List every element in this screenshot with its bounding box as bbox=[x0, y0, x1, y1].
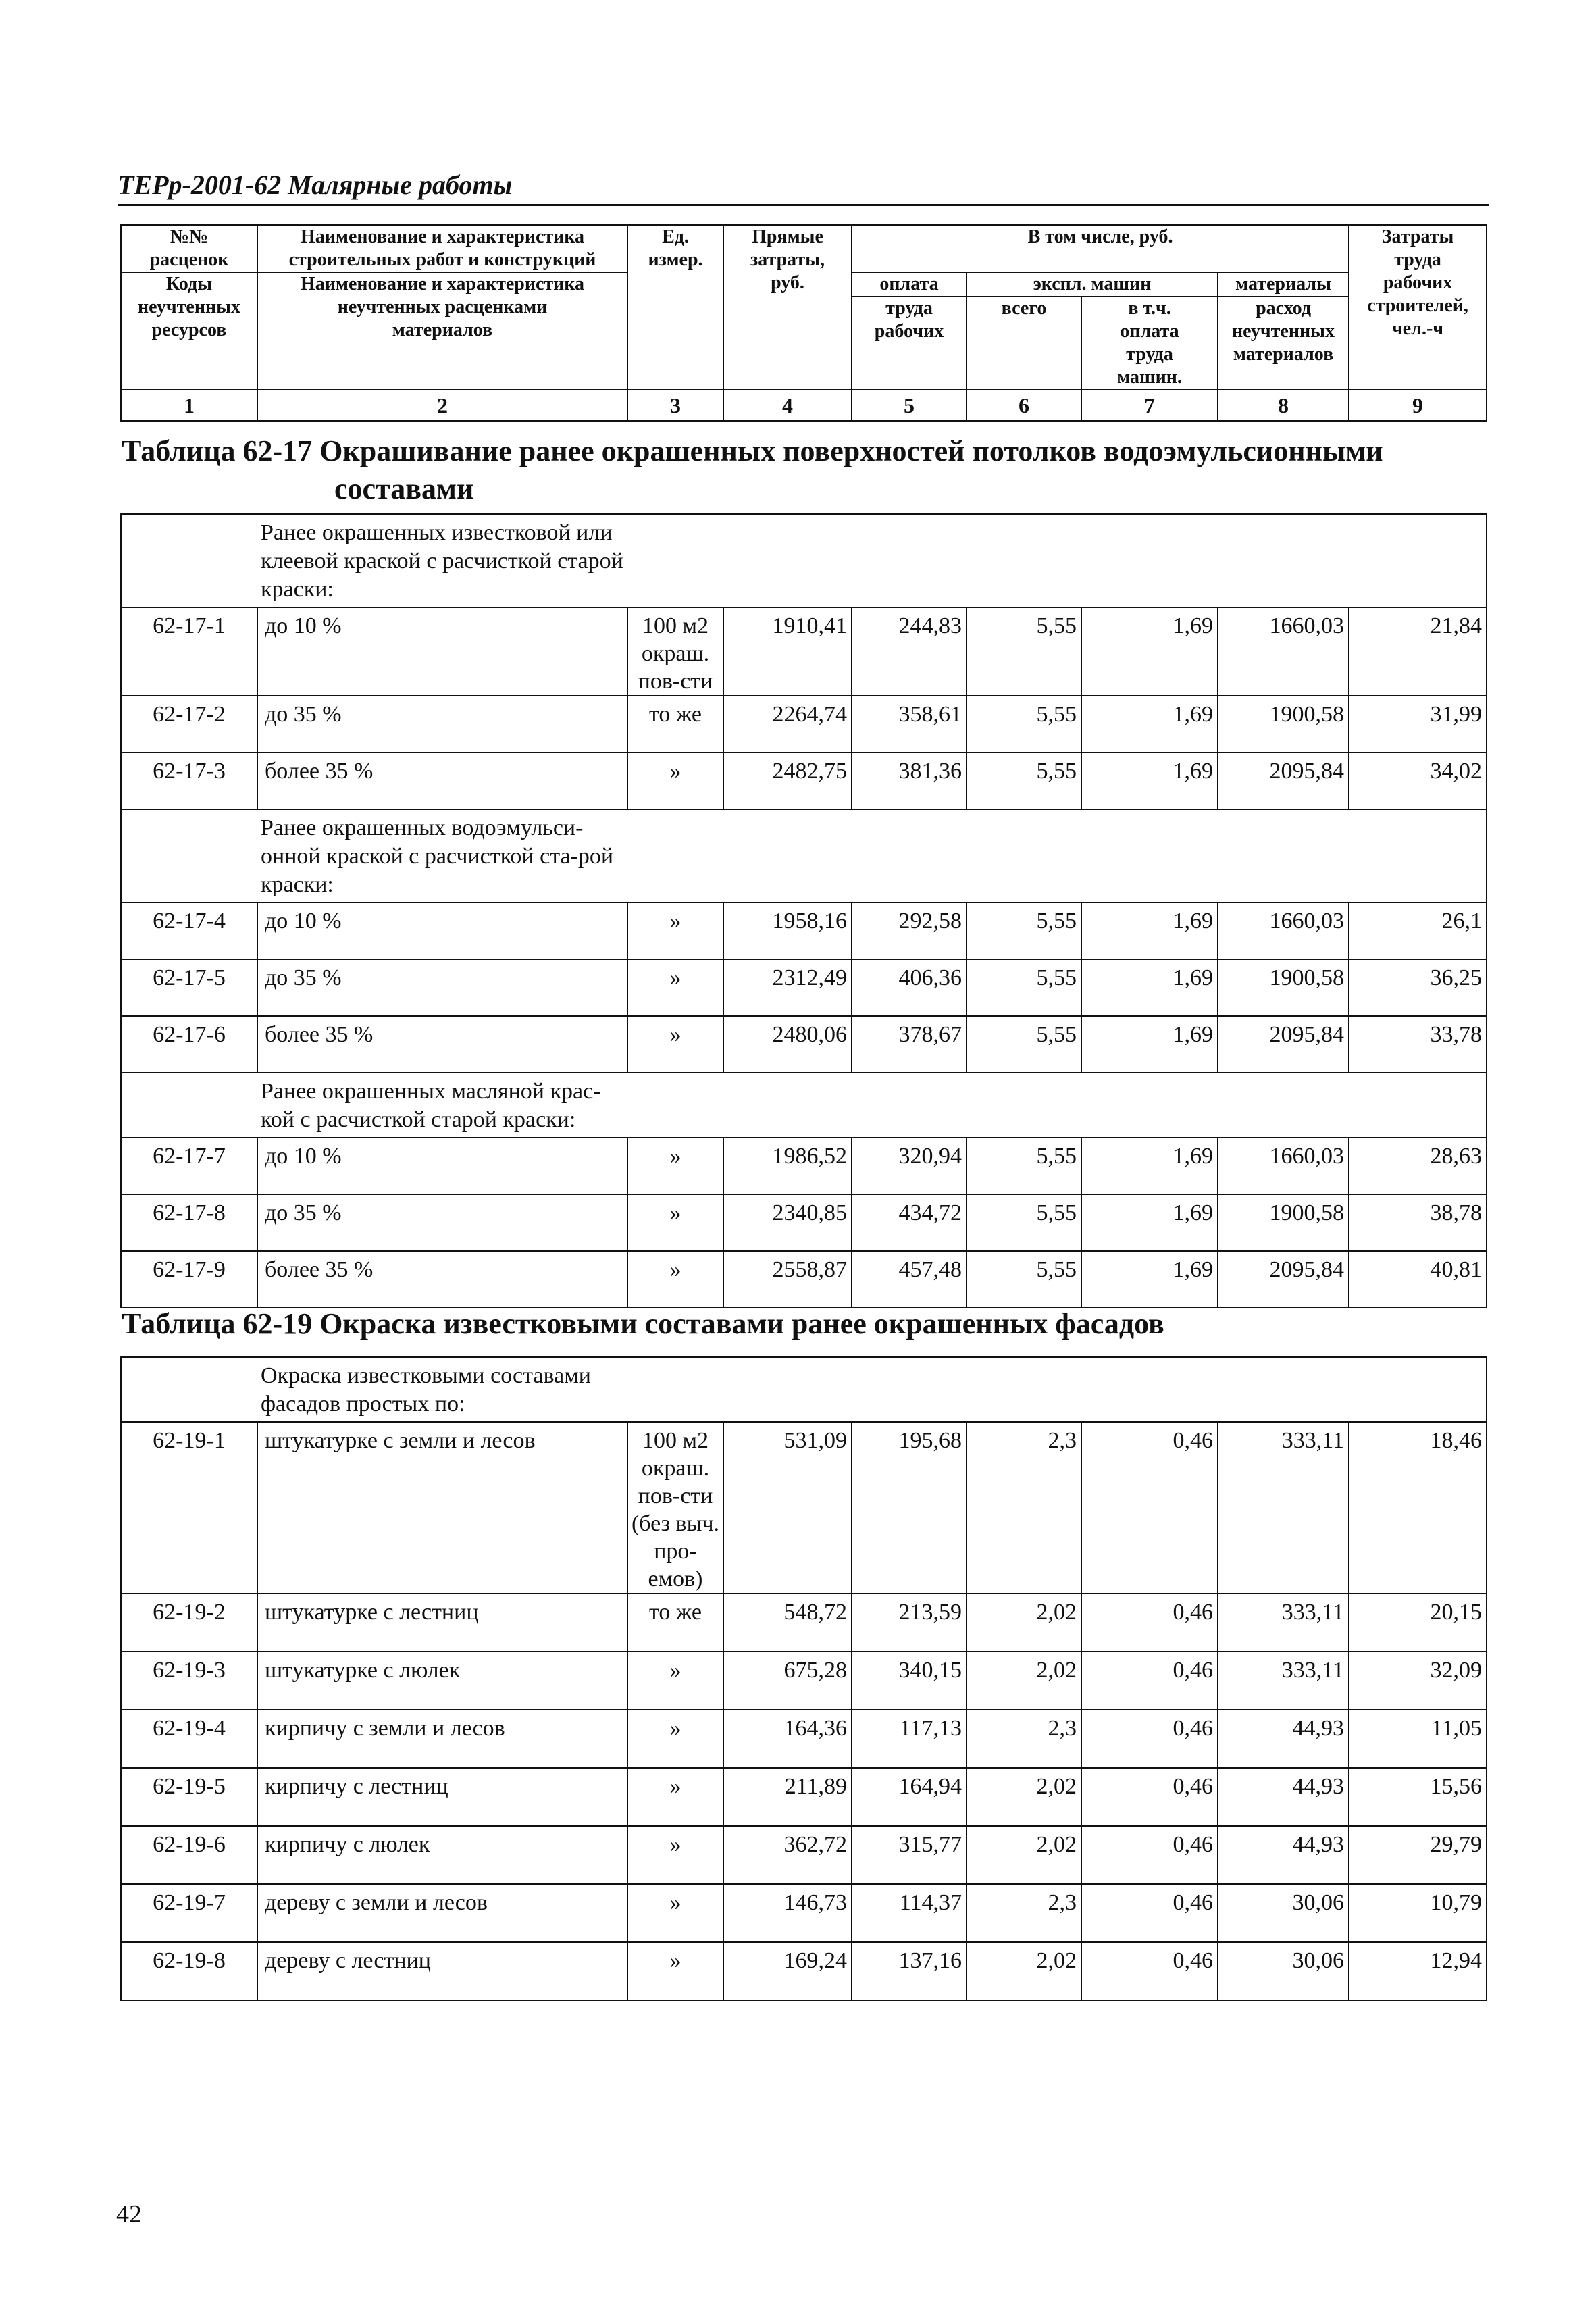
direct-cost: 2482,75 bbox=[723, 753, 852, 809]
work-name: кирпичу с люлек bbox=[257, 1826, 627, 1884]
machine-cost: 2,3 bbox=[967, 1710, 1081, 1768]
group-heading-cell bbox=[121, 809, 1487, 903]
machine-labor-cost: 0,46 bbox=[1081, 1422, 1218, 1594]
unit-cell: то же bbox=[627, 696, 723, 753]
labor-hours: 12,94 bbox=[1349, 1942, 1487, 2000]
materials-cost: 2095,84 bbox=[1218, 1251, 1349, 1308]
table-row bbox=[121, 1422, 1487, 1594]
rate-code: 62-17-6 bbox=[121, 1016, 257, 1073]
work-name: штукатурке с лестниц bbox=[257, 1594, 627, 1652]
direct-cost: 2340,85 bbox=[723, 1194, 852, 1251]
work-name: до 10 % bbox=[257, 1138, 627, 1194]
machine-labor-cost: 1,69 bbox=[1081, 753, 1218, 809]
labor-hours: 40,81 bbox=[1349, 1251, 1487, 1308]
col-number: 5 bbox=[852, 390, 967, 421]
work-name: до 35 % bbox=[257, 696, 627, 753]
col-number: 7 bbox=[1081, 390, 1218, 421]
col1-bottom-header: Коды неучтенных ресурсов bbox=[121, 272, 257, 390]
work-name: более 35 % bbox=[257, 753, 627, 809]
materials-cost: 333,11 bbox=[1218, 1594, 1349, 1652]
work-name: до 10 % bbox=[257, 903, 627, 959]
machine-cost: 2,3 bbox=[967, 1422, 1081, 1594]
table-row bbox=[121, 1251, 1487, 1308]
machine-labor-cost: 0,46 bbox=[1081, 1594, 1218, 1652]
col2-bottom-header: Наименование и характеристика неучтенных расценками материалов bbox=[257, 272, 627, 390]
work-name: до 10 % bbox=[257, 607, 627, 696]
labor-cost: 292,58 bbox=[852, 903, 967, 959]
machine-cost: 5,55 bbox=[967, 1016, 1081, 1073]
col-number: 9 bbox=[1349, 390, 1487, 421]
labor-hours: 28,63 bbox=[1349, 1138, 1487, 1194]
group-heading-cell bbox=[121, 1073, 1487, 1138]
table-row bbox=[121, 1710, 1487, 1768]
group-heading-cell bbox=[121, 514, 1487, 607]
materials-cost: 333,11 bbox=[1218, 1652, 1349, 1710]
labor-hours: 33,78 bbox=[1349, 1016, 1487, 1073]
col8-materials-header: расход неучтенных материалов bbox=[1218, 297, 1349, 390]
col6-machines-total-header: всего bbox=[967, 297, 1081, 390]
unit-cell: » bbox=[627, 1652, 723, 1710]
work-name: штукатурке с земли и лесов bbox=[257, 1422, 627, 1594]
rate-code: 62-17-7 bbox=[121, 1138, 257, 1194]
direct-cost: 548,72 bbox=[723, 1594, 852, 1652]
machine-labor-cost: 1,69 bbox=[1081, 1194, 1218, 1251]
materials-cost: 1900,58 bbox=[1218, 959, 1349, 1016]
col-number: 3 bbox=[627, 390, 723, 421]
col9-hours-header: Затраты труда рабочих строителей, чел.-ч bbox=[1349, 225, 1487, 390]
labor-cost: 358,61 bbox=[852, 696, 967, 753]
group-heading-row bbox=[121, 1073, 1487, 1138]
labor-hours: 32,09 bbox=[1349, 1652, 1487, 1710]
unit-cell: » bbox=[627, 753, 723, 809]
col4-direct-header: Прямые затраты, руб. bbox=[723, 225, 852, 390]
materials-cost: 1900,58 bbox=[1218, 696, 1349, 753]
materials-cost: 1660,03 bbox=[1218, 1138, 1349, 1194]
rate-code: 62-17-5 bbox=[121, 959, 257, 1016]
machine-cost: 5,55 bbox=[967, 1138, 1081, 1194]
rate-code: 62-19-3 bbox=[121, 1652, 257, 1710]
labor-hours: 36,25 bbox=[1349, 959, 1487, 1016]
unit-cell: » bbox=[627, 1251, 723, 1308]
rate-code: 62-17-2 bbox=[121, 696, 257, 753]
rate-code: 62-19-6 bbox=[121, 1826, 257, 1884]
table-62-19-title: Таблица 62-19 Окраска известковыми составами ранее окрашенных фасадов bbox=[122, 1307, 1164, 1340]
labor-cost: 244,83 bbox=[852, 607, 967, 696]
machine-labor-cost: 1,69 bbox=[1081, 959, 1218, 1016]
group-heading-row bbox=[121, 809, 1487, 903]
labor-cost: 213,59 bbox=[852, 1594, 967, 1652]
labor-cost: 457,48 bbox=[852, 1251, 967, 1308]
unit-cell: то же bbox=[627, 1594, 723, 1652]
table-row bbox=[121, 1016, 1487, 1073]
materials-cost: 30,06 bbox=[1218, 1884, 1349, 1942]
labor-hours: 26,1 bbox=[1349, 903, 1487, 959]
table-row bbox=[121, 1768, 1487, 1826]
table-row bbox=[121, 1594, 1487, 1652]
col-number: 8 bbox=[1218, 390, 1349, 421]
labor-cost: 164,94 bbox=[852, 1768, 967, 1826]
materials-cost: 2095,84 bbox=[1218, 753, 1349, 809]
labor-cost: 434,72 bbox=[852, 1194, 967, 1251]
machine-cost: 5,55 bbox=[967, 1251, 1081, 1308]
labor-cost: 117,13 bbox=[852, 1710, 967, 1768]
labor-cost: 195,68 bbox=[852, 1422, 967, 1594]
machine-labor-cost: 1,69 bbox=[1081, 903, 1218, 959]
unit-cell: » bbox=[627, 1710, 723, 1768]
rate-code: 62-19-7 bbox=[121, 1884, 257, 1942]
materials-cost: 30,06 bbox=[1218, 1942, 1349, 2000]
work-name: кирпичу с земли и лесов bbox=[257, 1710, 627, 1768]
machine-labor-cost: 0,46 bbox=[1081, 1942, 1218, 2000]
labor-cost: 381,36 bbox=[852, 753, 967, 809]
table-62-17 bbox=[120, 513, 1487, 1308]
col1-top-header: №№ расценок bbox=[121, 225, 257, 272]
direct-cost: 2480,06 bbox=[723, 1016, 852, 1073]
group-heading-text: Ранее окрашенных известковой или клеевой краской с расчисткой старой краски: bbox=[261, 520, 623, 602]
labor-cost: 137,16 bbox=[852, 1942, 967, 2000]
rate-code: 62-17-3 bbox=[121, 753, 257, 809]
table-row bbox=[121, 959, 1487, 1016]
labor-hours: 21,84 bbox=[1349, 607, 1487, 696]
direct-cost: 1910,41 bbox=[723, 607, 852, 696]
table-62-19 bbox=[120, 1356, 1487, 2001]
work-name: более 35 % bbox=[257, 1016, 627, 1073]
rate-code: 62-19-4 bbox=[121, 1710, 257, 1768]
rate-code: 62-19-1 bbox=[121, 1422, 257, 1594]
table-row bbox=[121, 1652, 1487, 1710]
table-62-17-title: Таблица 62-17 Окрашивание ранее окрашенных поверхностей потолков водоэмульсионными составами bbox=[122, 434, 1383, 505]
table-row bbox=[121, 607, 1487, 696]
header-rule bbox=[118, 204, 1489, 206]
unit-cell: » bbox=[627, 903, 723, 959]
rate-code: 62-17-9 bbox=[121, 1251, 257, 1308]
unit-cell: » bbox=[627, 1016, 723, 1073]
col7-machine-labor-header: в т.ч. оплата труда машин. bbox=[1081, 297, 1218, 390]
table-row bbox=[121, 1194, 1487, 1251]
rate-code: 62-19-2 bbox=[121, 1594, 257, 1652]
labor-hours: 34,02 bbox=[1349, 753, 1487, 809]
machine-cost: 5,55 bbox=[967, 753, 1081, 809]
labor-hours: 38,78 bbox=[1349, 1194, 1487, 1251]
machine-cost: 5,55 bbox=[967, 696, 1081, 753]
machines-header: экспл. машин bbox=[967, 272, 1218, 297]
materials-cost: 44,93 bbox=[1218, 1826, 1349, 1884]
group-heading-row bbox=[121, 1357, 1487, 1422]
labor-hours: 18,46 bbox=[1349, 1422, 1487, 1594]
col-number: 4 bbox=[723, 390, 852, 421]
table-row bbox=[121, 1884, 1487, 1942]
labor-cost: 340,15 bbox=[852, 1652, 967, 1710]
machine-labor-cost: 1,69 bbox=[1081, 1251, 1218, 1308]
direct-cost: 2558,87 bbox=[723, 1251, 852, 1308]
labor-hours: 20,15 bbox=[1349, 1594, 1487, 1652]
labor-cost: 378,67 bbox=[852, 1016, 967, 1073]
machine-cost: 2,02 bbox=[967, 1768, 1081, 1826]
unit-cell: 100 м2 окраш. пов-сти bbox=[627, 607, 723, 696]
work-name: штукатурке с люлек bbox=[257, 1652, 627, 1710]
unit-cell: » bbox=[627, 1138, 723, 1194]
materials-cost: 2095,84 bbox=[1218, 1016, 1349, 1073]
group-heading-cell bbox=[121, 1357, 1487, 1422]
group-heading-text: Окраска известковыми составами фасадов простых по: bbox=[261, 1363, 591, 1417]
rate-code: 62-19-8 bbox=[121, 1942, 257, 2000]
running-title: ТЕРр-2001-62 Малярные работы bbox=[118, 170, 513, 200]
direct-cost: 2264,74 bbox=[723, 696, 852, 753]
machine-labor-cost: 0,46 bbox=[1081, 1768, 1218, 1826]
materials-cost: 1660,03 bbox=[1218, 903, 1349, 959]
machine-cost: 5,55 bbox=[967, 607, 1081, 696]
direct-cost: 211,89 bbox=[723, 1768, 852, 1826]
table-row bbox=[121, 1942, 1487, 2000]
machine-cost: 2,3 bbox=[967, 1884, 1081, 1942]
materials-cost: 333,11 bbox=[1218, 1422, 1349, 1594]
machine-labor-cost: 0,46 bbox=[1081, 1710, 1218, 1768]
table-row bbox=[121, 1826, 1487, 1884]
work-name: до 35 % bbox=[257, 959, 627, 1016]
work-name: до 35 % bbox=[257, 1194, 627, 1251]
page-number: 42 bbox=[116, 2200, 142, 2229]
rate-code: 62-17-1 bbox=[121, 607, 257, 696]
work-name: дереву с лестниц bbox=[257, 1942, 627, 2000]
direct-cost: 169,24 bbox=[723, 1942, 852, 2000]
col-number: 6 bbox=[967, 390, 1081, 421]
table-row bbox=[121, 903, 1487, 959]
direct-cost: 146,73 bbox=[723, 1884, 852, 1942]
materials-cost: 44,93 bbox=[1218, 1710, 1349, 1768]
unit-cell: » bbox=[627, 1194, 723, 1251]
labor-cost: 320,94 bbox=[852, 1138, 967, 1194]
direct-cost: 2312,49 bbox=[723, 959, 852, 1016]
labor-cost: 315,77 bbox=[852, 1826, 967, 1884]
direct-cost: 531,09 bbox=[723, 1422, 852, 1594]
unit-cell: » bbox=[627, 1826, 723, 1884]
col-number: 2 bbox=[257, 390, 627, 421]
rate-code: 62-19-5 bbox=[121, 1768, 257, 1826]
machine-cost: 2,02 bbox=[967, 1826, 1081, 1884]
machine-cost: 2,02 bbox=[967, 1942, 1081, 2000]
labor-hours: 15,56 bbox=[1349, 1768, 1487, 1826]
machine-labor-cost: 1,69 bbox=[1081, 696, 1218, 753]
unit-cell: » bbox=[627, 1768, 723, 1826]
group-heading-row bbox=[121, 514, 1487, 607]
machine-cost: 5,55 bbox=[967, 903, 1081, 959]
labor-hours: 29,79 bbox=[1349, 1826, 1487, 1884]
machine-cost: 5,55 bbox=[967, 1194, 1081, 1251]
col5-top-header: оплата bbox=[852, 272, 967, 297]
work-name: дереву с земли и лесов bbox=[257, 1884, 627, 1942]
incl-group-header: В том числе, руб. bbox=[852, 225, 1349, 272]
machine-cost: 2,02 bbox=[967, 1594, 1081, 1652]
machine-labor-cost: 0,46 bbox=[1081, 1652, 1218, 1710]
rate-code: 62-17-4 bbox=[121, 903, 257, 959]
table-row bbox=[121, 696, 1487, 753]
materials-header: материалы bbox=[1218, 272, 1349, 297]
machine-cost: 2,02 bbox=[967, 1652, 1081, 1710]
unit-cell: » bbox=[627, 959, 723, 1016]
machine-labor-cost: 0,46 bbox=[1081, 1884, 1218, 1942]
col-number: 1 bbox=[121, 390, 257, 421]
machine-labor-cost: 1,69 bbox=[1081, 607, 1218, 696]
col5-labor-header: труда рабочих bbox=[852, 297, 967, 390]
machine-cost: 5,55 bbox=[967, 959, 1081, 1016]
labor-hours: 11,05 bbox=[1349, 1710, 1487, 1768]
labor-hours: 31,99 bbox=[1349, 696, 1487, 753]
work-name: более 35 % bbox=[257, 1251, 627, 1308]
direct-cost: 362,72 bbox=[723, 1826, 852, 1884]
table-row bbox=[121, 753, 1487, 809]
materials-cost: 1900,58 bbox=[1218, 1194, 1349, 1251]
materials-cost: 44,93 bbox=[1218, 1768, 1349, 1826]
direct-cost: 675,28 bbox=[723, 1652, 852, 1710]
rate-code: 62-17-8 bbox=[121, 1194, 257, 1251]
unit-cell: 100 м2 окраш. пов-сти (без выч. про-емов) bbox=[627, 1422, 723, 1594]
work-name: кирпичу с лестниц bbox=[257, 1768, 627, 1826]
machine-labor-cost: 0,46 bbox=[1081, 1826, 1218, 1884]
direct-cost: 1986,52 bbox=[723, 1138, 852, 1194]
materials-cost: 1660,03 bbox=[1218, 607, 1349, 696]
group-heading-text: Ранее окрашенных масляной крас-кой с расчисткой старой краски: bbox=[261, 1079, 601, 1132]
direct-cost: 1958,16 bbox=[723, 903, 852, 959]
machine-labor-cost: 1,69 bbox=[1081, 1138, 1218, 1194]
col3-unit-header: Ед. измер. bbox=[627, 225, 723, 390]
table-row bbox=[121, 1138, 1487, 1194]
col2-top-header: Наименование и характеристика строительных работ и конструкций bbox=[257, 225, 627, 272]
labor-cost: 114,37 bbox=[852, 1884, 967, 1942]
direct-cost: 164,36 bbox=[723, 1710, 852, 1768]
labor-cost: 406,36 bbox=[852, 959, 967, 1016]
labor-hours: 10,79 bbox=[1349, 1884, 1487, 1942]
column-header-table bbox=[120, 224, 1487, 422]
group-heading-text: Ранее окрашенных водоэмульси-онной краской с расчисткой ста-рой краски: bbox=[261, 815, 614, 897]
unit-cell: » bbox=[627, 1942, 723, 2000]
unit-cell: » bbox=[627, 1884, 723, 1942]
machine-labor-cost: 1,69 bbox=[1081, 1016, 1218, 1073]
